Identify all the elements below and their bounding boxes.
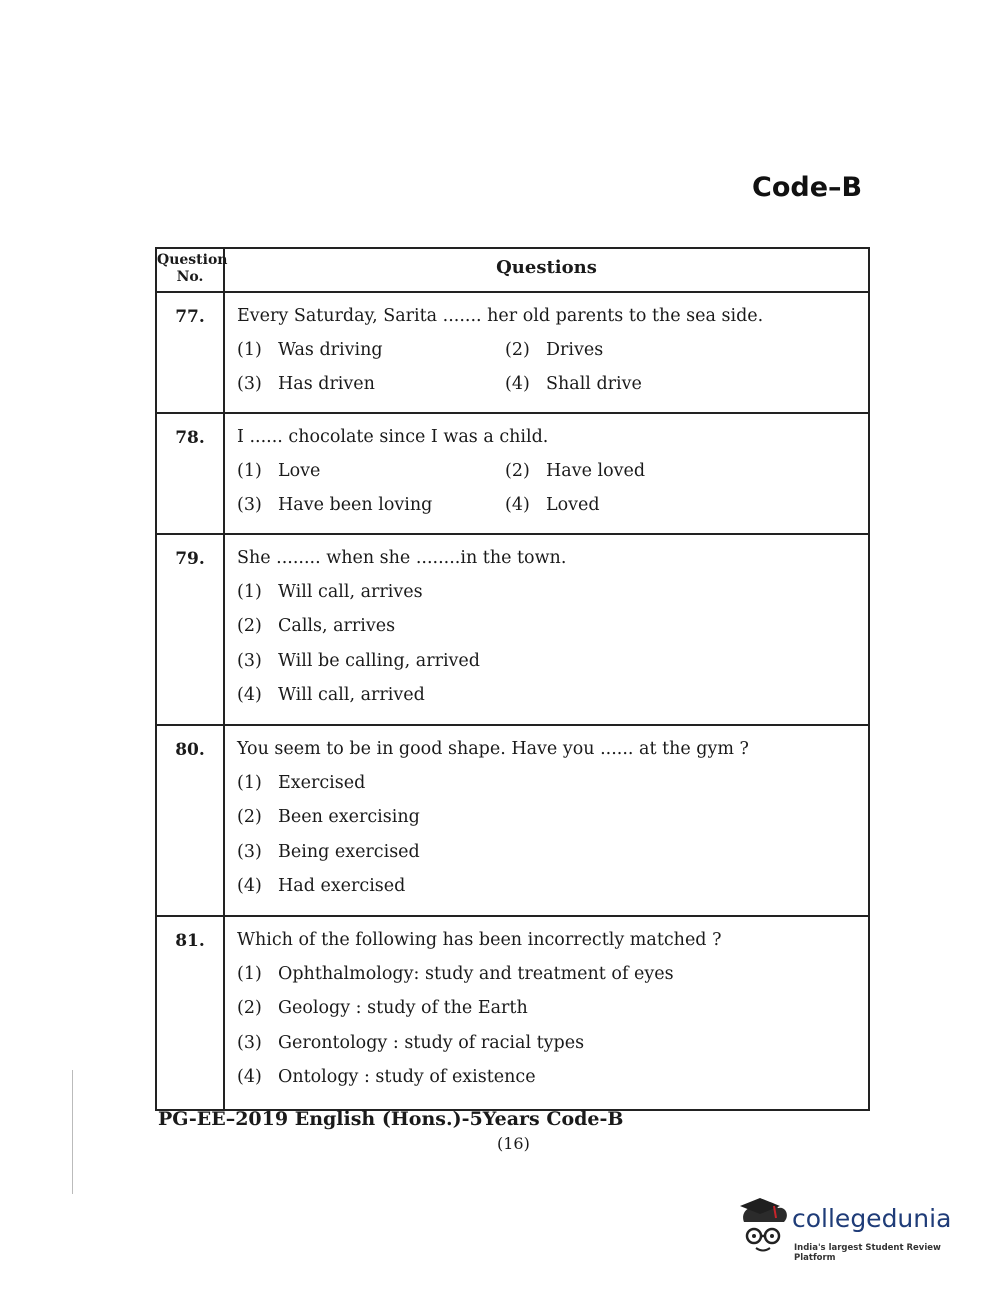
mascot-icon — [738, 1198, 792, 1256]
option — [237, 964, 868, 998]
option-number: (1) — [237, 340, 262, 360]
option-text: Have loved — [546, 461, 646, 481]
question-text: Every Saturday, Sarita ....... her old parents to the sea side. — [237, 306, 764, 326]
option-number: (2) — [505, 340, 530, 360]
option-text: Will be calling, arrived — [278, 650, 480, 671]
question-text: She ........ when she ........in the town. — [237, 548, 567, 568]
brand-name: collegedunia — [792, 1204, 952, 1233]
question-row — [157, 414, 868, 535]
option-text: Shall drive — [546, 374, 642, 395]
option-number: (3) — [237, 1032, 262, 1053]
question-no-header: Question No. — [157, 249, 225, 291]
option-number: (3) — [237, 841, 262, 862]
question-table — [155, 247, 870, 1111]
option-number: (1) — [237, 461, 262, 481]
page-number: (16) — [497, 1134, 530, 1153]
option — [505, 461, 868, 495]
question-number: 80. — [157, 726, 225, 915]
paper-code: Code–B — [752, 172, 863, 203]
question-text: Which of the following has been incorrectly matched ? — [237, 930, 722, 950]
option-text: Had exercised — [278, 875, 406, 896]
option-text: Ontology : study of existence — [278, 1066, 536, 1087]
option — [237, 998, 868, 1032]
option — [505, 495, 868, 529]
option-text: Gerontology : study of racial types — [278, 1032, 585, 1053]
exam-footer: PG-EE–2019 English (Hons.)-5Years Code-B — [158, 1108, 624, 1130]
option — [505, 340, 868, 374]
option — [237, 616, 868, 650]
option-number: (4) — [505, 495, 530, 516]
option-number: (2) — [237, 807, 262, 828]
option — [237, 495, 505, 529]
collegedunia-logo — [738, 1198, 963, 1263]
question-row — [157, 726, 868, 917]
option — [237, 651, 868, 685]
option — [237, 1033, 868, 1067]
option-text: Calls, arrives — [278, 616, 396, 637]
option — [237, 773, 868, 807]
question-text: You seem to be in good shape. Have you ...... at the gym ? — [237, 739, 749, 759]
option-text: Will call, arrives — [278, 582, 423, 602]
option — [237, 807, 868, 841]
option-number: (3) — [237, 374, 262, 395]
option — [237, 582, 868, 616]
option-number: (4) — [237, 875, 262, 896]
option-number: (1) — [237, 773, 262, 793]
option-text: Love — [278, 461, 321, 481]
option-text: Being exercised — [278, 841, 420, 862]
option-number: (3) — [237, 650, 262, 671]
option-text: Was driving — [278, 340, 383, 360]
option-number: (1) — [237, 582, 262, 602]
option — [237, 842, 868, 876]
option-number: (4) — [237, 1066, 262, 1087]
option-text: Loved — [546, 495, 600, 516]
option — [237, 685, 868, 719]
table-header — [157, 249, 868, 293]
question-number: 77. — [157, 293, 225, 412]
option-text: Geology : study of the Earth — [278, 998, 528, 1019]
scan-margin-line — [72, 1070, 73, 1194]
question-number: 79. — [157, 535, 225, 724]
question-row — [157, 535, 868, 726]
option — [237, 461, 505, 495]
questions-header: Questions — [496, 257, 597, 278]
question-text: I ...... chocolate since I was a child. — [237, 427, 549, 447]
option — [237, 374, 505, 408]
option-number: (3) — [237, 495, 262, 516]
question-row — [157, 917, 868, 1109]
option — [505, 374, 868, 408]
option — [237, 1067, 868, 1101]
question-row — [157, 293, 868, 414]
option-number: (2) — [505, 461, 530, 481]
option-text: Drives — [546, 340, 604, 360]
option-number: (1) — [237, 964, 262, 984]
option-number: (4) — [505, 374, 530, 395]
question-number: 78. — [157, 414, 225, 533]
option-text: Have been loving — [278, 495, 433, 516]
option-text: Has driven — [278, 374, 375, 395]
option-text: Ophthalmology: study and treatment of eyes — [278, 964, 674, 984]
option-number: (2) — [237, 998, 262, 1019]
option-number: (2) — [237, 616, 262, 637]
question-number: 81. — [157, 917, 225, 1109]
option-text: Exercised — [278, 773, 366, 793]
option — [237, 340, 505, 374]
option-number: (4) — [237, 684, 262, 705]
brand-tagline: India's largest Student Review Platform — [794, 1243, 941, 1263]
option-text: Will call, arrived — [278, 684, 425, 705]
option — [237, 876, 868, 910]
option-text: Been exercising — [278, 807, 420, 828]
